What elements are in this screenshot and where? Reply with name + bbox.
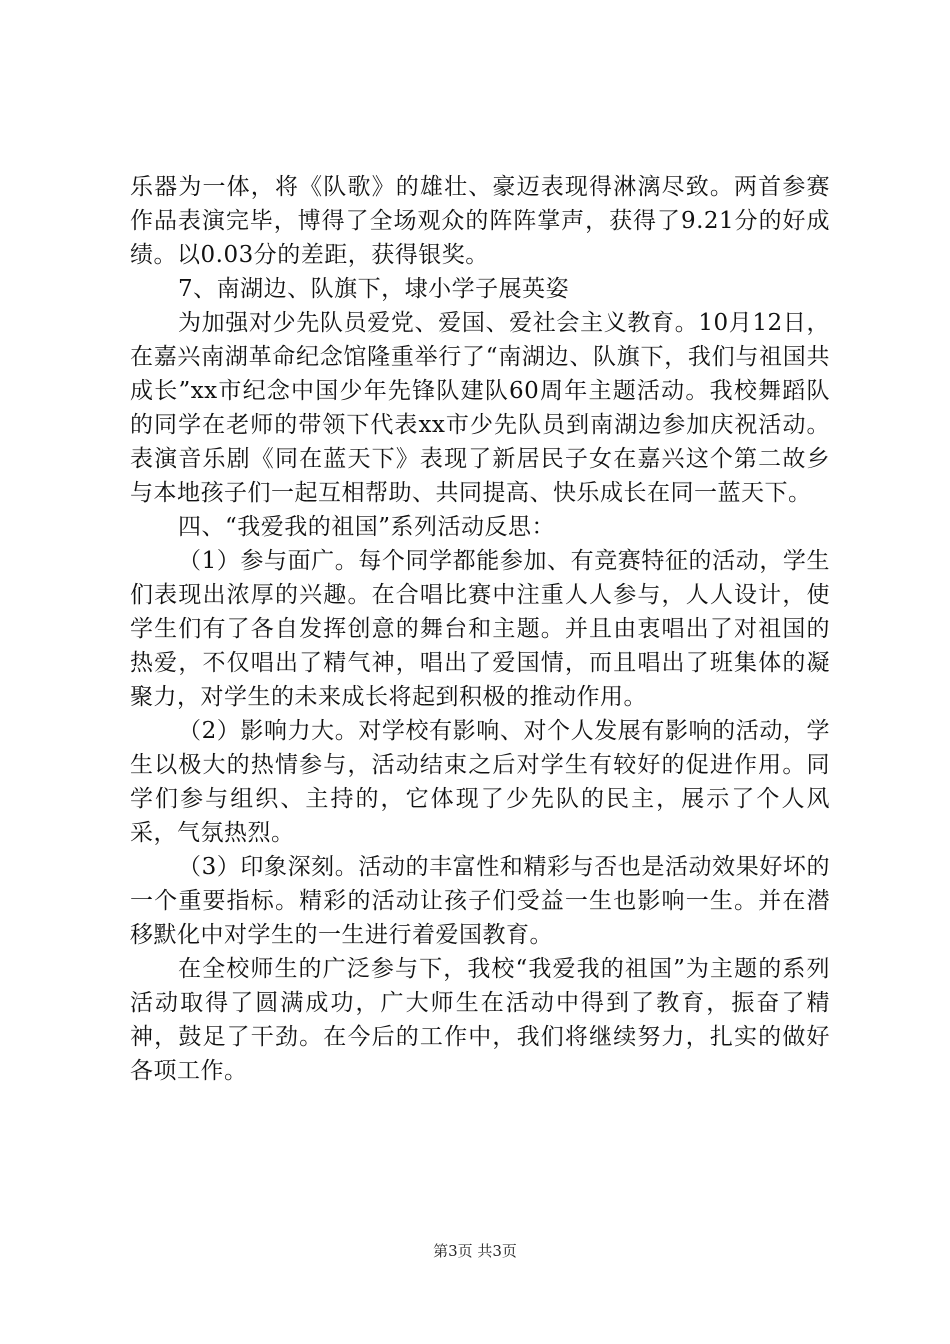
document-body bbox=[130, 170, 830, 1088]
paragraph-5: （1）参与面广。每个同学都能参加、有竞赛特征的活动，学生们表现出浓厚的兴趣。在合唱比赛中注重人人参与，人人设计，使学生们有了各自发挥创意的舞台和主题。并且由衷唱出了对祖国的热爱，不仅唱出了精气神，唱出了爱国情，而且唱出了班集体的凝聚力，对学生的未来成长将起到积极的推动作用。 bbox=[130, 548, 830, 710]
paragraph-6: （2）影响力大。对学校有影响、对个人发展有影响的活动，学生以极大的热情参与，活动结束之后对学生有较好的促进作用。同学们参与组织、主持的，它体现了少先队的民主，展示了个人风采，气氛热烈。 bbox=[130, 718, 830, 846]
page-footer: 第3页 共3页 bbox=[433, 1242, 517, 1260]
paragraph-3: 为加强对少先队员爱党、爱国、爱社会主义教育。10月12日，在嘉兴南湖革命纪念馆隆重举行了“南湖边、队旗下，我们与祖国共成长”xx市纪念中国少年先锋队建队60周年主题活动。我校舞蹈队的同学在老师的带领下代表xx市少先队员到南湖边参加庆祝活动。表演音乐剧《同在蓝天下》表现了新居民子女在嘉兴这个第二故乡与本地孩子们一起互相帮助、共同提高、快乐成长在同一蓝天下。 bbox=[130, 310, 830, 506]
paragraph-1: 乐器为一体，将《队歌》的雄壮、豪迈表现得淋漓尽致。两首参赛作品表演完毕，博得了全场观众的阵阵掌声，获得了9.21分的好成绩。以0.03分的差距，获得银奖。 bbox=[130, 174, 830, 268]
paragraph-7: （3）印象深刻。活动的丰富性和精彩与否也是活动效果好坏的一个重要指标。精彩的活动让孩子们受益一生也影响一生。并在潜移默化中对学生的一生进行着爱国教育。 bbox=[130, 854, 830, 948]
paragraph-8: 在全校师生的广泛参与下，我校“我爱我的祖国”为主题的系列活动取得了圆满成功，广大师生在活动中得到了教育，振奋了精神，鼓足了干劲。在今后的工作中，我们将继续努力，扎实的做好各项工作。 bbox=[130, 956, 830, 1084]
section-heading: 四、“我爱我的祖国”系列活动反思： bbox=[178, 514, 556, 540]
paragraph-2: 7、南湖边、队旗下，埭小学子展英姿 bbox=[178, 276, 570, 302]
